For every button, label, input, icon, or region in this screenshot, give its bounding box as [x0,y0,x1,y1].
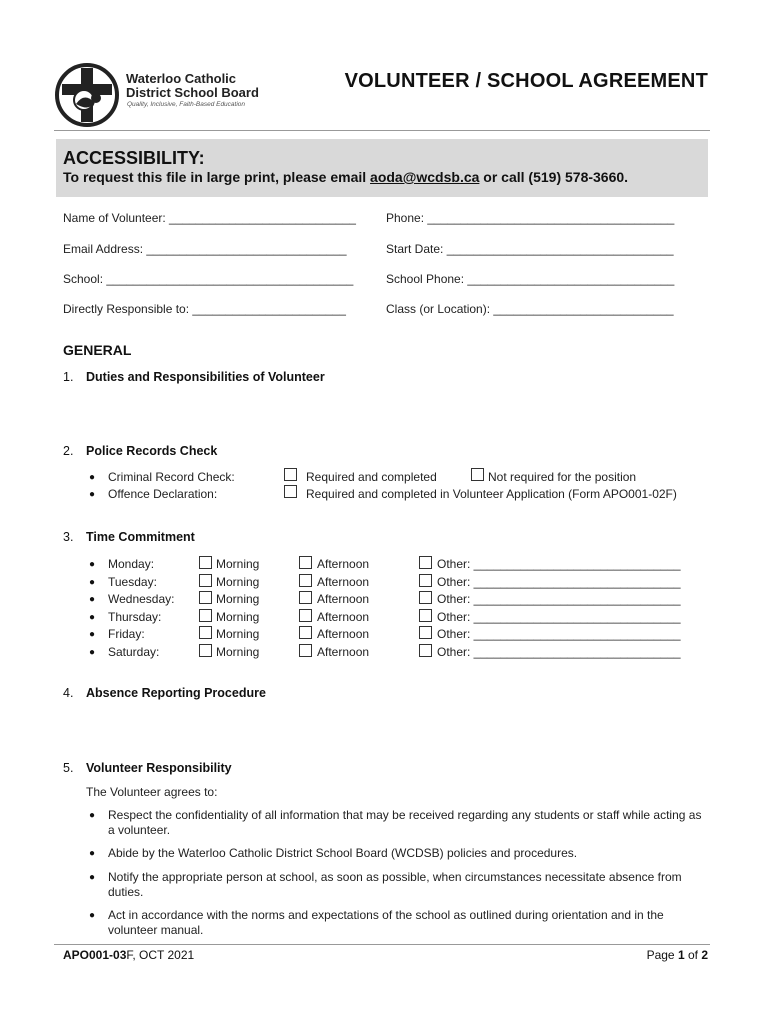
class-location-field[interactable]: Class (or Location): ___________________________ [386,302,674,316]
accessibility-email-link[interactable]: aoda@wcdsb.ca [370,169,480,185]
criminal-required-label: Required and completed [306,470,437,484]
afternoon-label: Afternoon [317,627,370,641]
day-label: Monday: [108,557,155,571]
form-code-bold: APO001-03 [63,948,127,962]
morning-checkbox[interactable] [199,626,212,639]
morning-checkbox[interactable] [199,574,212,587]
responsibility-item: Abide by the Waterloo Catholic District School Board (WCDSB) policies and procedures. [108,846,578,860]
org-name-line2: District School Board [126,85,259,100]
morning-label: Morning [216,627,260,641]
phone-field[interactable]: Phone: _____________________________________ [386,211,675,225]
other-field[interactable]: Other: _______________________________ [437,574,681,589]
other-field[interactable]: Other: _______________________________ [437,557,681,571]
org-tagline: Quality, Inclusive, Faith-Based Education [127,101,246,108]
afternoon-label: Afternoon [317,574,370,589]
bullet-icon: ● [89,611,96,623]
start-date-field[interactable]: Start Date: __________________________________ [386,242,674,256]
page-mid: of [684,948,702,962]
afternoon-label: Afternoon [317,557,370,571]
item5-number: 5. [63,761,74,775]
accessibility-text-after: or call (519) 578-3660. [479,169,629,185]
other-checkbox[interactable] [419,556,432,569]
page-prefix: Page [646,948,678,962]
morning-label: Morning [216,574,260,589]
page-number [647,948,708,962]
criminal-not-required-label: Not required for the position [488,470,637,484]
morning-label: Morning [216,557,260,571]
page-total: 2 [701,948,708,962]
criminal-not-required-checkbox[interactable] [471,468,484,481]
item2-label: Police Records Check [86,444,218,458]
wcdsb-logo [54,62,120,128]
email-field[interactable]: Email Address: ______________________________ [63,242,347,256]
other-checkbox[interactable] [419,574,432,587]
offence-required-checkbox[interactable] [284,485,297,498]
bullet-icon: ● [89,872,96,883]
general-heading: GENERAL [63,342,132,358]
item1-label: Duties and Responsibilities of Volunteer [86,370,325,384]
bullet-icon: ● [89,646,96,658]
accessibility-text-before: To request this file in large print, please email [63,169,371,185]
item1-number: 1. [63,370,74,384]
afternoon-label: Afternoon [317,609,370,624]
morning-checkbox[interactable] [199,644,212,657]
volunteer-agrees-intro: The Volunteer agrees to: [86,785,218,799]
bullet-icon: ● [89,489,96,500]
item2-number: 2. [63,444,74,458]
day-label: Tuesday: [108,574,157,589]
afternoon-checkbox[interactable] [299,556,312,569]
day-label: Friday: [108,627,145,641]
item3-number: 3. [63,530,74,544]
afternoon-checkbox[interactable] [299,644,312,657]
morning-label: Morning [216,609,260,624]
other-field[interactable]: Other: _______________________________ [437,609,681,624]
criminal-record-label: Criminal Record Check: [108,470,235,484]
item4-number: 4. [63,686,74,700]
morning-checkbox[interactable] [199,556,212,569]
other-checkbox[interactable] [419,609,432,622]
morning-checkbox[interactable] [199,591,212,604]
afternoon-checkbox[interactable] [299,626,312,639]
bullet-icon: ● [89,576,96,588]
bullet-icon: ● [89,848,96,859]
other-checkbox[interactable] [419,591,432,604]
other-checkbox[interactable] [419,644,432,657]
morning-label: Morning [216,592,260,606]
day-label: Saturday: [108,644,160,659]
volunteer-name-field[interactable]: Name of Volunteer: ____________________________ [63,211,356,225]
form-code [63,948,194,962]
accessibility-text [63,169,628,185]
afternoon-checkbox[interactable] [299,574,312,587]
page-current: 1 [677,948,685,962]
afternoon-checkbox[interactable] [299,609,312,622]
bullet-icon: ● [89,910,96,921]
other-checkbox[interactable] [419,626,432,639]
afternoon-checkbox[interactable] [299,591,312,604]
item5-label: Volunteer Responsibility [86,761,232,775]
day-label: Wednesday: [108,592,175,606]
responsibility-item: Notify the appropriate person at school, as soon as possible, when circumstances necessitate absence from duties. [108,870,682,899]
offence-required-label: Required and completed in Volunteer Application (Form APO001-02F) [306,487,677,501]
bullet-icon: ● [89,629,96,640]
bullet-icon: ● [89,472,96,483]
school-phone-field[interactable]: School Phone: _______________________________ [386,272,675,286]
form-code-suffix: F, OCT 2021 [126,948,195,962]
accessibility-heading: ACCESSIBILITY: [63,148,205,168]
responsible-field[interactable]: Directly Responsible to: _______________________ [63,302,346,316]
day-label: Thursday: [108,609,162,624]
responsibility-item: Act in accordance with the norms and expectations of the school as outlined during orientation and in the volunteer manual. [108,908,664,937]
other-field[interactable]: Other: _______________________________ [437,592,681,606]
criminal-required-checkbox[interactable] [284,468,297,481]
offence-declaration-label: Offence Declaration: [108,487,218,501]
header-divider [54,130,710,131]
other-field[interactable]: Other: _______________________________ [437,644,681,659]
page-title: VOLUNTEER / SCHOOL AGREEMENT [344,70,708,92]
footer-divider [54,944,710,945]
bullet-icon: ● [89,559,96,570]
afternoon-label: Afternoon [317,592,370,606]
afternoon-label: Afternoon [317,644,370,659]
item3-label: Time Commitment [86,530,195,544]
bullet-icon: ● [89,810,96,821]
bullet-icon: ● [89,594,96,605]
responsibility-item: Respect the confidentiality of all information that may be received regarding any students or staff while acting as a volunteer. [108,808,702,837]
morning-label: Morning [216,644,260,659]
school-field[interactable]: School: _____________________________________ [63,272,354,286]
item4-label: Absence Reporting Procedure [86,686,266,700]
morning-checkbox[interactable] [199,609,212,622]
org-name-line1: Waterloo Catholic [126,71,237,86]
other-field[interactable]: Other: _______________________________ [437,627,681,641]
